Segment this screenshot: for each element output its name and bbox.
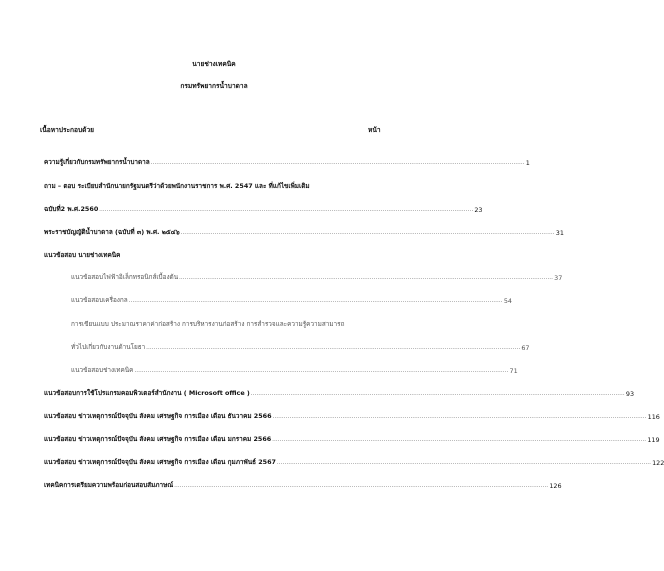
toc-entry-title: แนวข้อสอบเครื่องกล (71, 296, 128, 304)
dot-leader: ...................................................................................................................................................................................................... (99, 207, 474, 213)
toc-entry-title: แนวข้อสอบไฟฟ้าอิเล็กทรอนิกส์เบื้องต้น (71, 273, 179, 281)
toc-entry-title: แนวข้อสอบ ข่าวเหตุการณ์ปัจจุบัน สังคม เศรษฐกิจ การเมือง เดือน กุมภาพันธ์ 2567 (44, 458, 277, 466)
toc-entry (44, 480, 562, 490)
toc-entry-title: เทคนิคการเตรียมความพร้อมก่อนสอบสัมภาษณ์ (44, 481, 174, 489)
toc-entry-title: ถาม – ตอบ ระเบียบสำนักนายกรัฐมนตรีว่าด้วยพนักงานราชการ พ.ศ. 2547 และ ที่แก้ไขเพิ่มเติม (44, 182, 310, 190)
toc-entry-page: 116 (647, 413, 660, 421)
toc-entry (71, 272, 563, 282)
toc-entry (44, 411, 660, 421)
document-subtitle: กรมทรัพยากรน้ำบาดาล (180, 82, 248, 90)
toc-entry-page: 23 (474, 206, 483, 214)
toc-section-heading: แนวข้อสอบ นายช่างเทคนิค (44, 251, 121, 259)
toc-entry-title: การเขียนแบบ ประมาณราคาค่าก่อสร้าง การบริหารงานก่อสร้าง การสำรวจและความรู้ความสามารถ (71, 320, 345, 328)
toc-entry-title: พระราชบัญญัติน้ำบาดาล (ฉบับที่ ๓) พ.ศ. ๒๕๔๖ (44, 228, 180, 236)
dot-leader: ...................................................................................................................................................................................................... (272, 437, 647, 443)
toc-entry-page: 122 (652, 459, 664, 467)
dot-leader: ...................................................................................................................................................................................................... (277, 460, 652, 466)
toc-entry-title: ความรู้เกี่ยวกับกรมทรัพยากรน้ำบาดาล (44, 158, 150, 166)
document-title: นายช่างเทคนิค (192, 60, 236, 68)
toc-entry-page: 67 (521, 344, 530, 352)
page-column-label: หน้า (368, 126, 381, 134)
toc-entry-page: 93 (625, 390, 635, 398)
toc-entry-title: แนวข้อสอบช่างเทคนิค (71, 366, 134, 374)
dot-leader: ...................................................................................................................................................................................................... (134, 368, 509, 374)
dot-leader: ...................................................................................................................................................................................................... (128, 298, 503, 304)
dot-leader: ...................................................................................................................................................................................................... (180, 230, 555, 236)
toc-entry (44, 434, 660, 444)
contents-label: เนื้อหาประกอบด้วย (40, 126, 95, 134)
dot-leader: ...................................................................................................................................................................................................... (174, 483, 549, 489)
toc-entry-page: 119 (647, 436, 660, 444)
toc-entry-page: 54 (503, 297, 512, 305)
toc-entry (71, 295, 512, 305)
dot-leader: ...................................................................................................................................................................................................... (150, 160, 525, 166)
toc-entry (44, 457, 664, 467)
toc-entry (44, 157, 530, 167)
dot-leader: ...................................................................................................................................................................................................... (272, 414, 647, 420)
toc-entry-page: 37 (554, 274, 563, 282)
toc-entry (44, 388, 635, 398)
toc-entry-page: 31 (555, 229, 564, 237)
toc-entry-title: แนวข้อสอบการใช้โปรแกรมคอมพิวเตอร์สำนักงาน ( Microsoft office ) (44, 389, 250, 397)
toc-entry (44, 204, 483, 214)
toc-entry-page: 71 (509, 367, 518, 375)
toc-entry-title: แนวข้อสอบ ข่าวเหตุการณ์ปัจจุบัน สังคม เศรษฐกิจ การเมือง เดือน มกราคม 2566 (44, 435, 272, 443)
toc-entry-title: แนวข้อสอบ ข่าวเหตุการณ์ปัจจุบัน สังคม เศรษฐกิจ การเมือง เดือน ธันวาคม 2566 (44, 412, 272, 420)
toc-entry (71, 342, 530, 352)
dot-leader: ...................................................................................................................................................................................................... (250, 391, 625, 397)
toc-entry-title: ฉบับที่2 พ.ศ.2560 (44, 205, 99, 213)
toc-entry-page: 126 (549, 482, 562, 490)
toc-entry-page: 1 (525, 159, 530, 167)
toc-entry-title: ทั่วไปเกี่ยวกับงานด้านโยธา (71, 343, 146, 351)
toc-entry (71, 365, 518, 375)
dot-leader: ...................................................................................................................................................................................................... (179, 275, 554, 281)
toc-entry (44, 227, 564, 237)
dot-leader: ...................................................................................................................................................................................................... (146, 345, 521, 351)
